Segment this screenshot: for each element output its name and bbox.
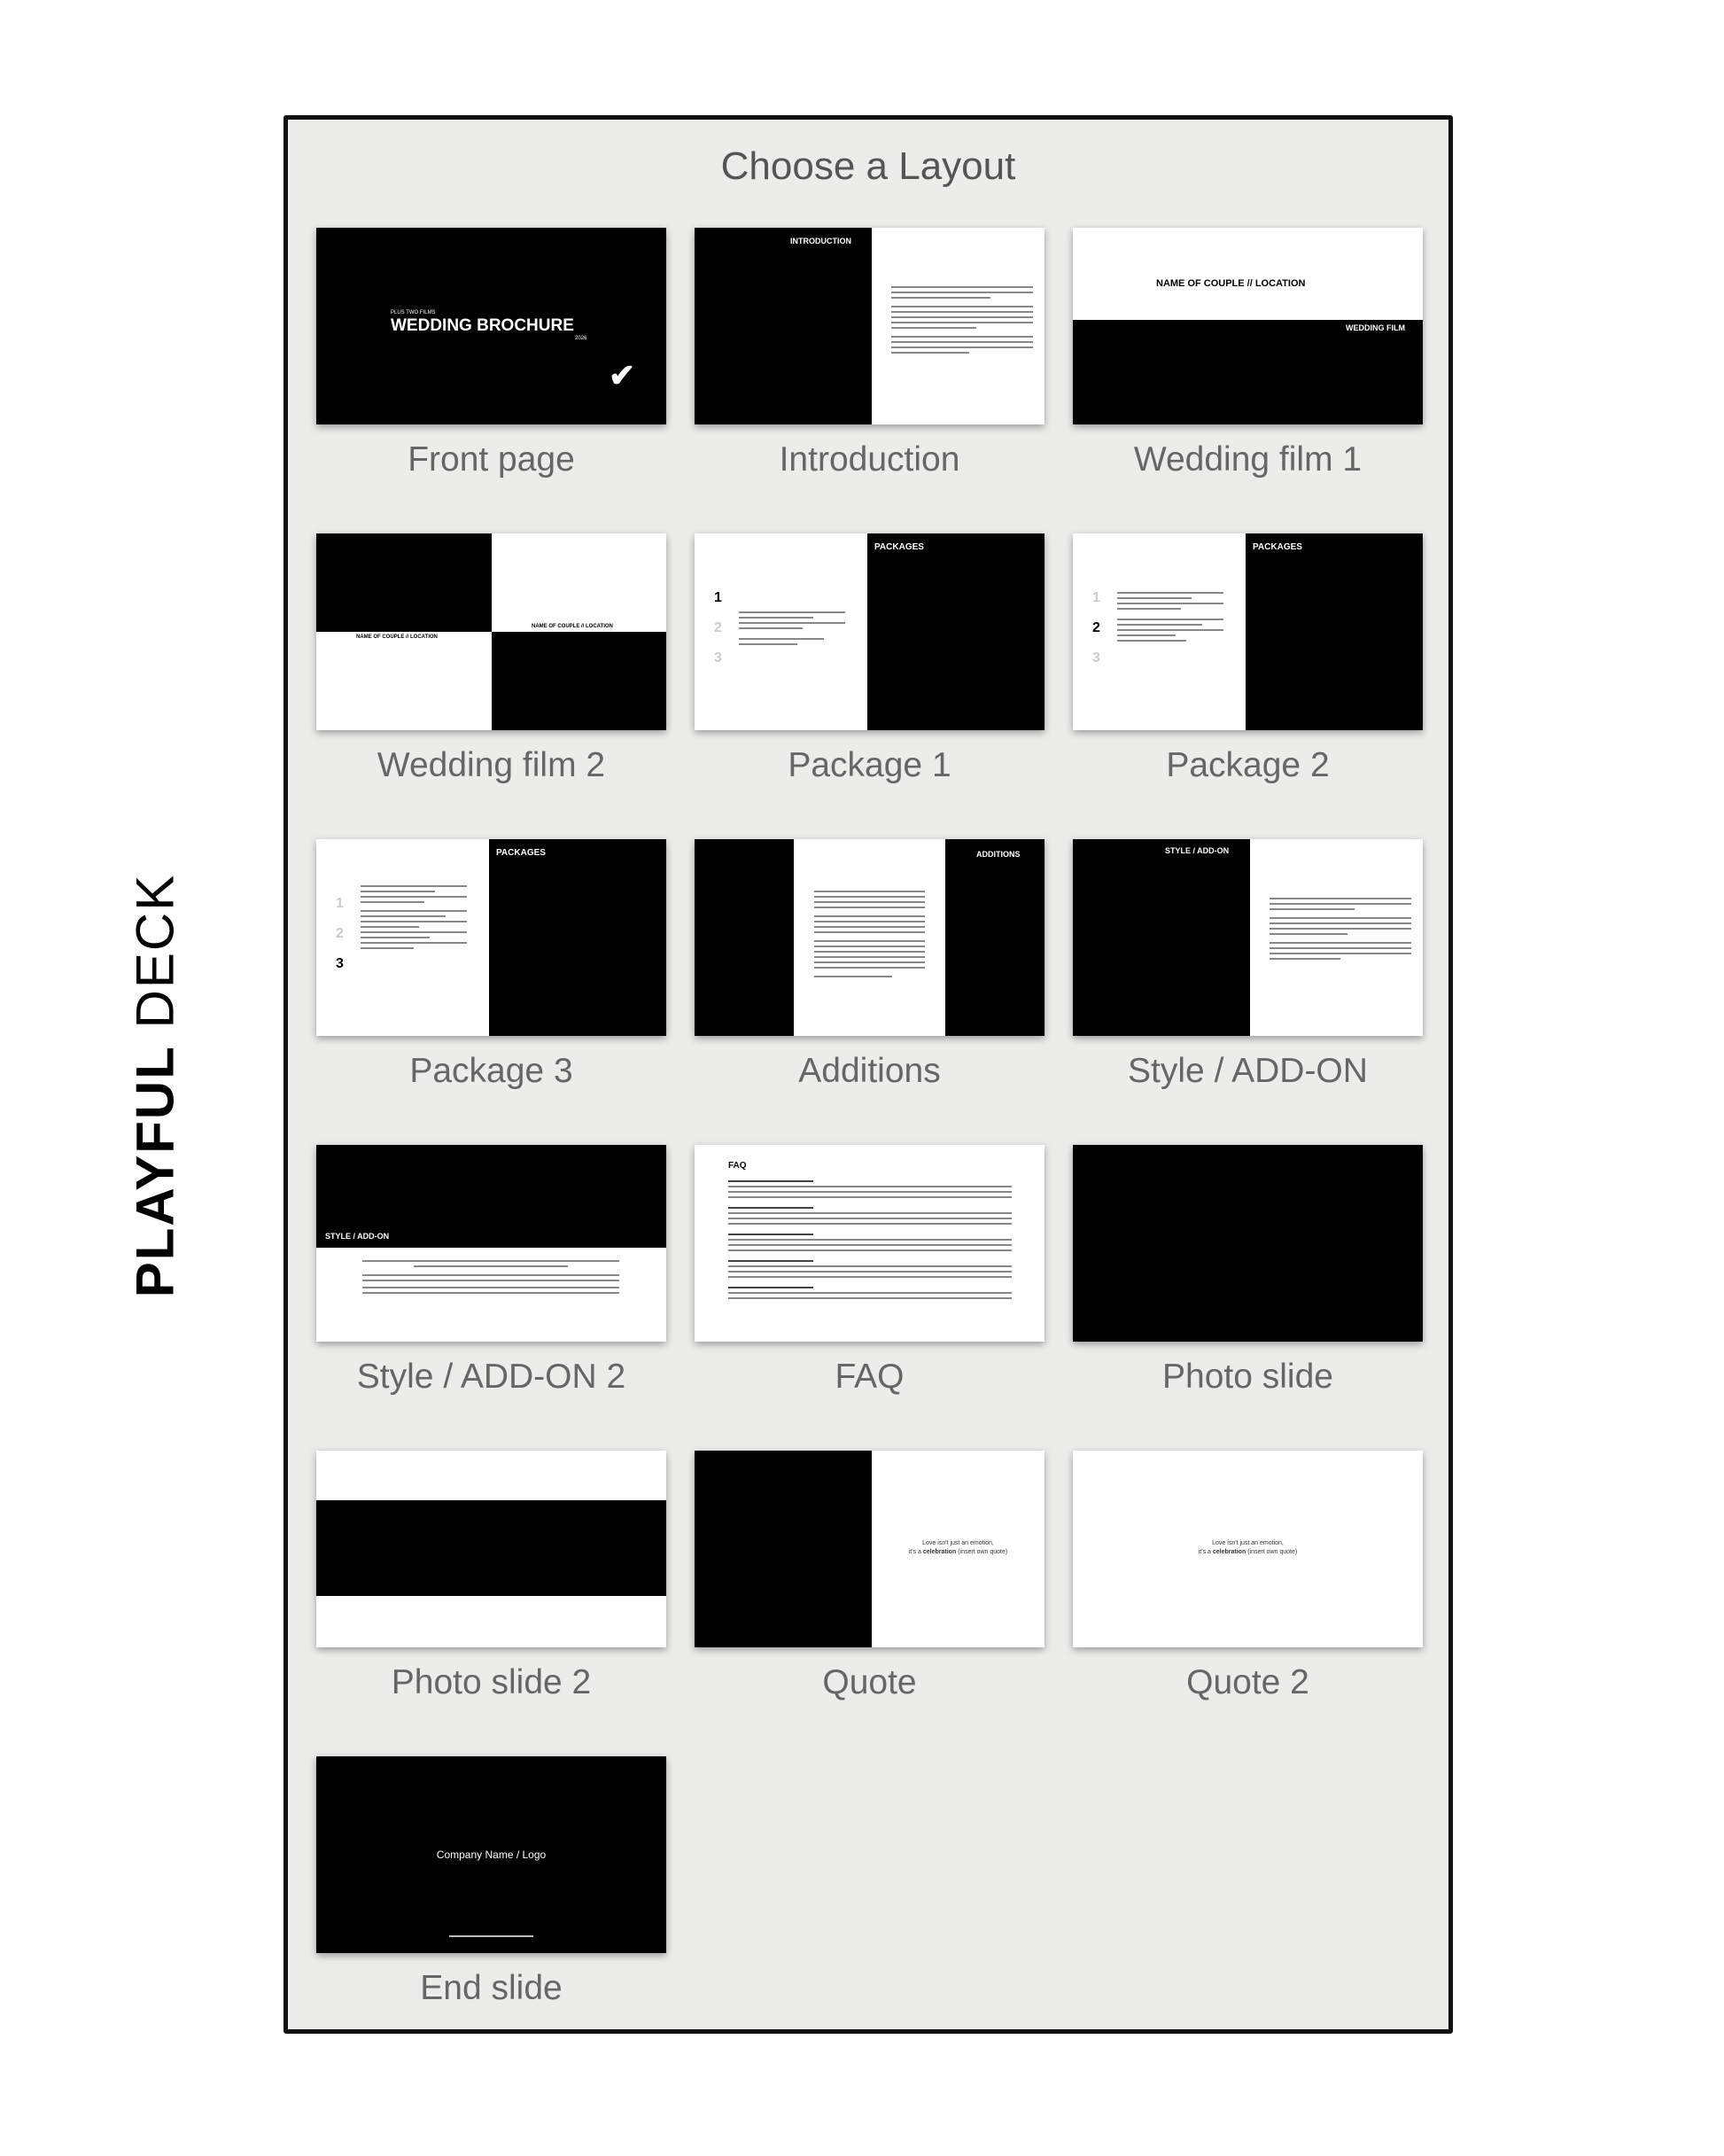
thumb-heading: STYLE / ADD-ON	[1165, 846, 1230, 855]
thumb-additions	[695, 839, 1044, 1036]
thumb-number-3: 3	[714, 650, 722, 665]
layout-label: Introduction	[779, 440, 960, 479]
thumb-quote	[695, 1451, 1044, 1647]
thumb-wedding-film-1	[1073, 228, 1423, 424]
thumb-number-3: 3	[1092, 650, 1100, 665]
thumb-number-1: 1	[1092, 590, 1100, 605]
layout-quote[interactable]	[695, 1451, 1044, 1702]
thumb-photo-slide-2	[316, 1451, 666, 1647]
layout-label: Photo slide	[1162, 1358, 1333, 1396]
thumb-quote-line2: it's a celebration (insert own quote)	[1198, 1549, 1298, 1555]
thumb-package-2	[1073, 533, 1423, 730]
layout-label: Package 2	[1166, 746, 1330, 784]
thumb-right-title: NAME OF COUPLE // LOCATION	[532, 624, 613, 629]
thumb-heading: ADDITIONS	[976, 850, 1021, 859]
layout-package-1[interactable]	[695, 533, 1044, 785]
layout-label: End slide	[420, 1969, 563, 2007]
thumb-title: WEDDING BROCHURE	[391, 316, 574, 335]
thumb-faq	[695, 1145, 1044, 1342]
layout-additions[interactable]	[695, 839, 1044, 1091]
deck-label	[125, 874, 186, 1298]
layout-label: Package 1	[788, 746, 951, 784]
layout-label: Front page	[408, 440, 575, 479]
thumb-end-slide	[316, 1756, 666, 1953]
thumb-title: NAME OF COUPLE // LOCATION	[1156, 278, 1306, 289]
layout-introduction[interactable]	[695, 228, 1044, 479]
layout-quote-2[interactable]	[1073, 1451, 1423, 1702]
thumb-year: 2026	[575, 336, 587, 341]
thumb-package-1	[695, 533, 1044, 730]
thumb-company: Company Name / Logo	[436, 1849, 547, 1861]
thumb-style-add-on-2	[316, 1145, 666, 1342]
thumb-heading: PACKAGES	[874, 542, 924, 552]
thumb-heading: PACKAGES	[1253, 542, 1302, 552]
thumb-style-add-on	[1073, 839, 1423, 1036]
thumb-number-1: 1	[336, 896, 344, 911]
thumb-left-title: NAME OF COUPLE // LOCATION	[356, 634, 438, 640]
deck-label-bold: PLAYFUL	[125, 1045, 185, 1298]
layout-end-slide[interactable]	[316, 1756, 666, 2008]
thumb-photo-slide	[1073, 1145, 1423, 1342]
deck-label-light: DECK	[125, 873, 185, 1029]
layout-photo-slide-2[interactable]	[316, 1451, 666, 1702]
layout-package-2[interactable]	[1073, 533, 1423, 785]
choose-layout-dialog	[283, 115, 1453, 2034]
thumb-wedding-film-2	[316, 533, 666, 730]
layout-label: Quote	[822, 1663, 917, 1701]
thumb-heading: FAQ	[728, 1161, 747, 1171]
thumb-front-page	[316, 228, 666, 424]
thumb-heading: STYLE / ADD-ON	[325, 1232, 390, 1241]
layout-front-page[interactable]	[316, 228, 666, 479]
thumb-heading: PACKAGES	[496, 848, 546, 858]
thumb-tag: WEDDING FILM	[1346, 323, 1405, 332]
thumb-heading: INTRODUCTION	[790, 237, 851, 245]
layout-wedding-film-1[interactable]	[1073, 228, 1423, 479]
thumb-introduction	[695, 228, 1044, 424]
thumb-small-text: PLUS TWO FILMS	[391, 310, 436, 315]
thumb-quote-line2: it's a celebration (insert own quote)	[908, 1549, 1008, 1555]
layout-label: Wedding film 1	[1133, 440, 1363, 479]
layout-label: Style / ADD-ON 2	[356, 1358, 626, 1396]
layout-label: FAQ	[835, 1358, 905, 1396]
layout-package-3[interactable]	[316, 839, 666, 1091]
layout-label: Wedding film 2	[377, 746, 606, 784]
thumb-quote-2	[1073, 1451, 1423, 1647]
thumb-package-3	[316, 839, 666, 1036]
thumb-number-2: 2	[1092, 620, 1100, 635]
thumb-number-1: 1	[714, 590, 722, 605]
thumb-number-2: 2	[714, 620, 722, 635]
dialog-title: Choose a Layout	[720, 144, 1016, 188]
layout-label: Additions	[798, 1052, 941, 1090]
checkmark-icon: ✔	[609, 357, 636, 393]
thumb-number-2: 2	[336, 926, 344, 941]
layout-photo-slide[interactable]	[1073, 1145, 1423, 1397]
layout-label: Package 3	[409, 1052, 573, 1090]
thumb-quote-line1: Love isn't just an emotion,	[922, 1540, 994, 1546]
layout-label: Style / ADD-ON	[1128, 1052, 1368, 1090]
thumb-quote-line1: Love isn't just an emotion,	[1212, 1540, 1284, 1546]
layout-wedding-film-2[interactable]	[316, 533, 666, 785]
layout-style-add-on-2[interactable]	[316, 1145, 666, 1397]
layout-faq[interactable]	[695, 1145, 1044, 1397]
layout-label: Quote 2	[1186, 1663, 1309, 1701]
thumb-number-3: 3	[336, 956, 344, 971]
layout-style-add-on[interactable]	[1073, 839, 1423, 1091]
layout-label: Photo slide 2	[391, 1663, 592, 1701]
